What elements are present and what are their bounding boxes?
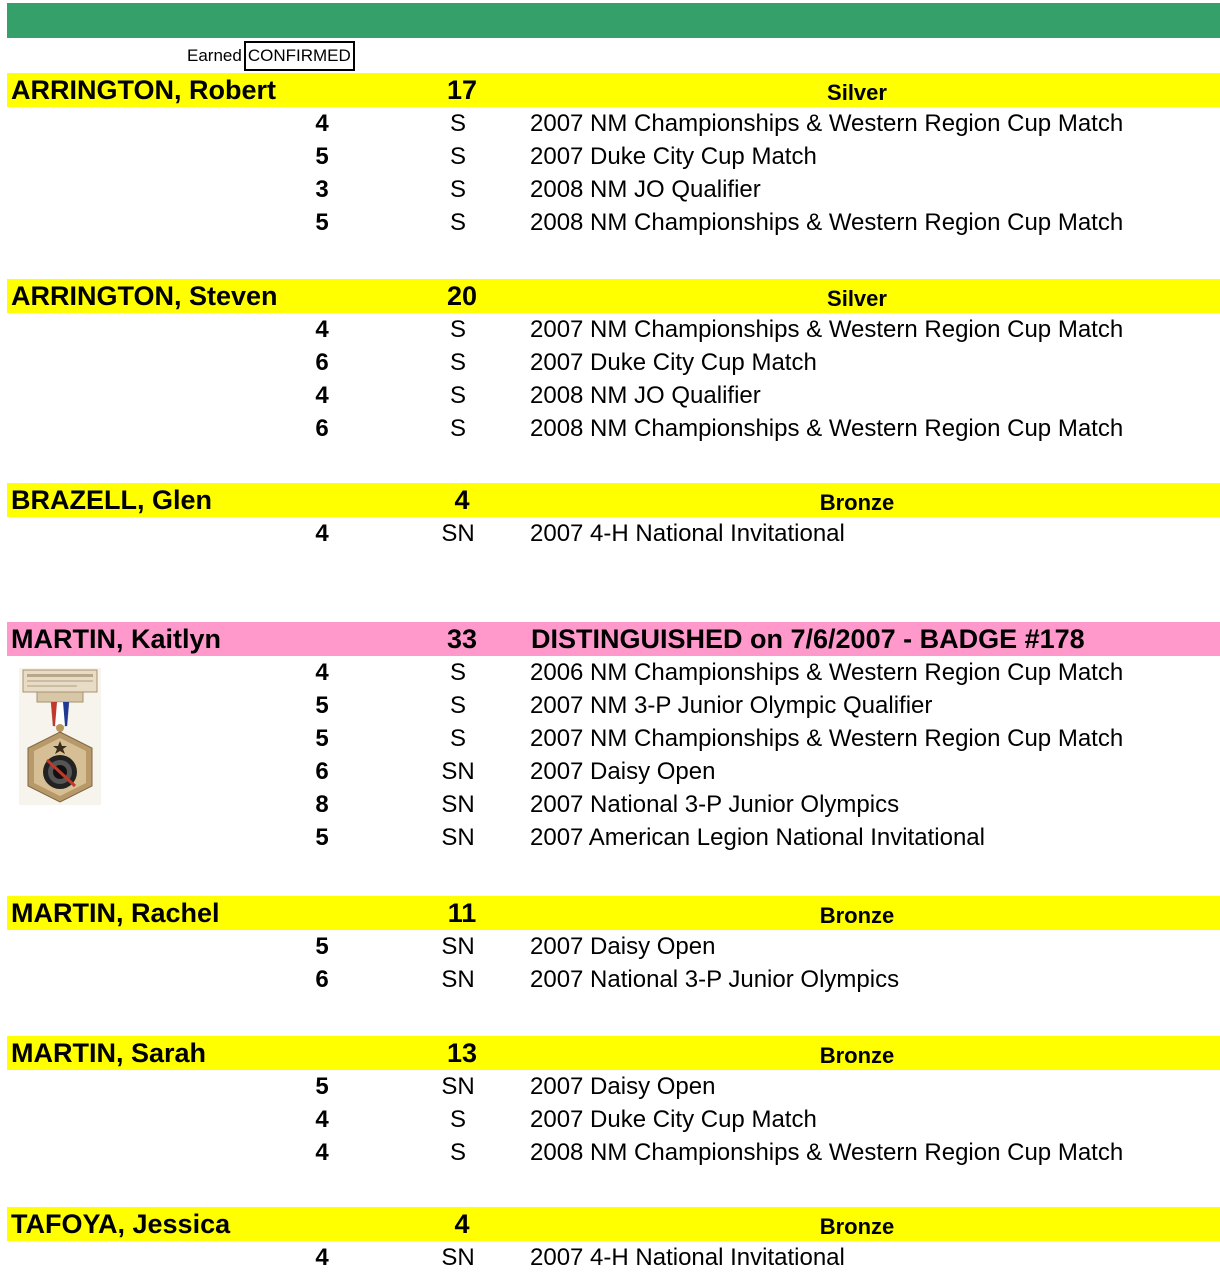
entry-type: S bbox=[449, 725, 466, 752]
entry-points: 5 bbox=[315, 725, 329, 752]
entry-event: 2007 4-H National Invitational bbox=[530, 520, 845, 547]
entry-points: 6 bbox=[315, 966, 329, 993]
entry-type: S bbox=[449, 316, 466, 343]
shooter-total-points: 20 bbox=[446, 281, 478, 311]
entry-row bbox=[0, 173, 1220, 206]
shooter-award: Silver bbox=[827, 80, 887, 105]
entry-points: 4 bbox=[315, 1244, 329, 1271]
entry-points: 5 bbox=[315, 1073, 329, 1100]
entry-row bbox=[0, 1070, 1220, 1103]
entry-row bbox=[0, 107, 1220, 140]
top-banner bbox=[7, 3, 1220, 38]
entry-row bbox=[0, 930, 1220, 963]
entry-event: 2007 Duke City Cup Match bbox=[530, 1106, 817, 1133]
entry-row bbox=[0, 313, 1220, 346]
entry-row bbox=[0, 412, 1220, 445]
shooter-name: TAFOYA, Jessica bbox=[11, 1209, 231, 1239]
shooter-group bbox=[0, 896, 1220, 996]
entry-event: 2007 Daisy Open bbox=[530, 933, 716, 960]
shooter-name: MARTIN, Sarah bbox=[11, 1038, 207, 1068]
shooter-total-points: 33 bbox=[446, 624, 478, 654]
entry-type: SN bbox=[441, 520, 475, 547]
entry-row bbox=[0, 379, 1220, 412]
entry-row bbox=[0, 788, 1220, 821]
medal-icon bbox=[19, 668, 101, 805]
entry-row bbox=[0, 722, 1220, 755]
entry-points: 6 bbox=[315, 349, 329, 376]
entry-type: S bbox=[449, 382, 466, 409]
entry-event: 2007 National 3-P Junior Olympics bbox=[530, 966, 900, 993]
entry-type: S bbox=[449, 1106, 466, 1133]
entry-event: 2007 Duke City Cup Match bbox=[530, 143, 817, 170]
entry-row bbox=[0, 140, 1220, 173]
entry-row bbox=[0, 1103, 1220, 1136]
shooter-award: Bronze bbox=[819, 1214, 895, 1239]
shooter-header bbox=[7, 73, 1220, 107]
shooter-total-points: 17 bbox=[446, 75, 478, 105]
entry-type: S bbox=[449, 1139, 466, 1166]
shooter-header bbox=[7, 483, 1220, 517]
shooter-total-points: 4 bbox=[454, 1209, 470, 1239]
shooter-award: Bronze bbox=[819, 490, 895, 515]
entry-row bbox=[0, 206, 1220, 239]
shooter-total-points: 13 bbox=[446, 1038, 478, 1068]
legend bbox=[187, 42, 355, 70]
legend-earned-label: Earned bbox=[187, 46, 242, 65]
entry-event: 2007 National 3-P Junior Olympics bbox=[530, 791, 900, 818]
entry-type: SN bbox=[441, 933, 475, 960]
entry-event: 2007 NM Championships & Western Region Cup Match bbox=[530, 110, 1124, 137]
entry-event: 2008 NM Championships & Western Region Cup Match bbox=[530, 415, 1124, 442]
entry-points: 5 bbox=[315, 143, 329, 170]
entry-event: 2006 NM Championships & Western Region Cup Match bbox=[530, 659, 1124, 686]
shooter-group bbox=[0, 279, 1220, 445]
shooter-award: Bronze bbox=[819, 1043, 895, 1068]
shooter-total-points: 4 bbox=[454, 485, 470, 515]
entry-row bbox=[0, 963, 1220, 996]
entry-event: 2007 NM 3-P Junior Olympic Qualifier bbox=[530, 692, 933, 719]
shooter-group bbox=[0, 1207, 1220, 1274]
shooter-group bbox=[0, 483, 1220, 550]
shooter-header bbox=[7, 279, 1220, 313]
entry-event: 2007 Daisy Open bbox=[530, 758, 716, 785]
entry-row bbox=[0, 1241, 1220, 1274]
entry-points: 5 bbox=[315, 209, 329, 236]
shooter-name: ARRINGTON, Steven bbox=[11, 281, 278, 311]
entry-points: 5 bbox=[315, 933, 329, 960]
shooter-name: MARTIN, Rachel bbox=[11, 898, 220, 928]
entry-type: SN bbox=[441, 824, 475, 851]
entry-points: 4 bbox=[315, 1139, 329, 1166]
shooter-header bbox=[7, 1036, 1220, 1070]
shooter-total-points: 11 bbox=[447, 898, 477, 928]
entry-type: SN bbox=[441, 1073, 475, 1100]
entry-event: 2007 NM Championships & Western Region Cup Match bbox=[530, 316, 1124, 343]
entry-row bbox=[0, 1136, 1220, 1169]
shooter-name: ARRINGTON, Robert bbox=[11, 75, 277, 105]
shooter-header bbox=[7, 896, 1220, 930]
entry-points: 6 bbox=[315, 758, 329, 785]
entry-points: 5 bbox=[315, 692, 329, 719]
entry-points: 6 bbox=[315, 415, 329, 442]
entry-event: 2008 NM JO Qualifier bbox=[530, 382, 761, 409]
shooter-header bbox=[7, 622, 1220, 656]
entry-row bbox=[0, 346, 1220, 379]
entry-event: 2008 NM Championships & Western Region Cup Match bbox=[530, 209, 1124, 236]
entry-points: 4 bbox=[315, 382, 329, 409]
entry-event: 2007 NM Championships & Western Region Cup Match bbox=[530, 725, 1124, 752]
shooter-name: MARTIN, Kaitlyn bbox=[11, 624, 222, 654]
entry-type: S bbox=[449, 692, 466, 719]
entry-points: 4 bbox=[315, 1106, 329, 1133]
entry-points: 4 bbox=[315, 520, 329, 547]
shooter-award: Silver bbox=[827, 286, 887, 311]
entry-row bbox=[0, 821, 1220, 854]
entry-type: S bbox=[449, 659, 466, 686]
entry-type: SN bbox=[441, 1244, 475, 1271]
entry-points: 3 bbox=[315, 176, 329, 203]
shooter-name: BRAZELL, Glen bbox=[11, 485, 212, 515]
entry-row bbox=[0, 517, 1220, 550]
shooter-award: Bronze bbox=[819, 903, 895, 928]
entry-event: 2007 Daisy Open bbox=[530, 1073, 716, 1100]
shooter-group bbox=[0, 1036, 1220, 1169]
entry-type: SN bbox=[441, 758, 475, 785]
entry-type: S bbox=[449, 349, 466, 376]
legend-confirmed-label: CONFIRMED bbox=[244, 41, 355, 71]
entry-row bbox=[0, 689, 1220, 722]
entry-type: S bbox=[449, 415, 466, 442]
shooter-group bbox=[0, 622, 1220, 854]
entry-points: 8 bbox=[315, 791, 329, 818]
entry-row bbox=[0, 755, 1220, 788]
shooter-award: DISTINGUISHED on 7/6/2007 - BADGE #178 bbox=[531, 624, 1085, 654]
entry-type: S bbox=[449, 176, 466, 203]
entry-row bbox=[0, 656, 1220, 689]
entry-type: S bbox=[449, 209, 466, 236]
entry-points: 4 bbox=[315, 659, 329, 686]
shooter-group bbox=[0, 73, 1220, 239]
entry-type: S bbox=[449, 110, 466, 137]
entry-points: 4 bbox=[315, 316, 329, 343]
entry-type: SN bbox=[441, 966, 475, 993]
entry-points: 4 bbox=[315, 110, 329, 137]
entry-event: 2007 American Legion National Invitational bbox=[530, 824, 985, 851]
entry-type: S bbox=[449, 143, 466, 170]
entry-event: 2008 NM Championships & Western Region Cup Match bbox=[530, 1139, 1124, 1166]
entry-event: 2008 NM JO Qualifier bbox=[530, 176, 761, 203]
distinguished-badge-image bbox=[19, 668, 101, 805]
shooter-header bbox=[7, 1207, 1220, 1241]
entry-type: SN bbox=[441, 791, 475, 818]
entry-event: 2007 4-H National Invitational bbox=[530, 1244, 845, 1271]
entry-event: 2007 Duke City Cup Match bbox=[530, 349, 817, 376]
entry-points: 5 bbox=[315, 824, 329, 851]
